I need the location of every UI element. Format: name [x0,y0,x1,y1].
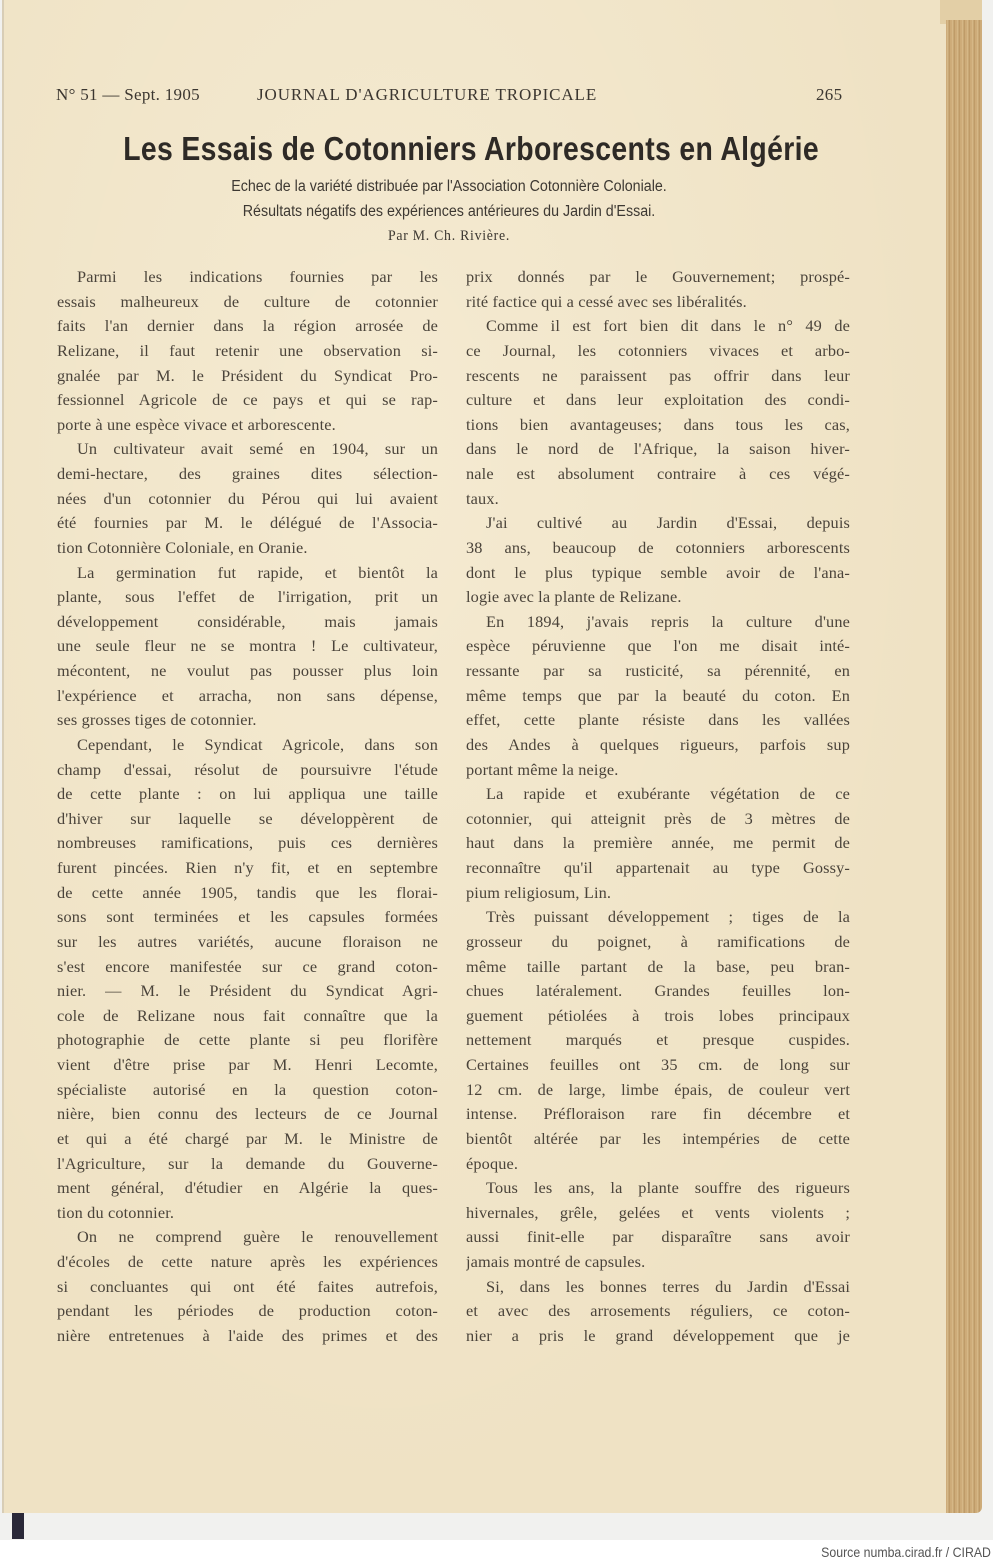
text-line: cotonnier, qui atteignit près de 3 mètres de [466,808,850,828]
page-number: 265 [816,85,843,104]
text-line: de cette plante : on lui appliqua une taille [57,784,438,804]
right-column [466,265,850,1349]
text-line: l'expérience et arracha, non sans dépense, [57,685,438,705]
text-line: ment général, d'étudier en Algérie la ques- [57,1178,438,1198]
text-line: l'Agriculture, sur la demande du Gouverne- [57,1153,438,1173]
source-credit: Source numba.cirad.fr / CIRAD [821,1544,991,1560]
text-line: tions bien avantageuses; dans tous les cas, [466,414,850,434]
text-line: et qui a été chargé par M. le Ministre de [57,1128,438,1148]
text-line: époque. [466,1153,519,1173]
text-line: tion du cotonnier. [57,1202,175,1222]
text-line: nées d'un cotonnier du Pérou qui lui avaient [57,488,438,508]
issue-number: N° 51 — Sept. 1905 [56,85,200,104]
text-line: sur les autres variétés, aucune floraison ne [57,931,438,951]
text-line: photographie de cette plante si peu florifère [57,1030,438,1050]
text-line: ses grosses tiges de cotonnier. [57,710,257,730]
text-line: gnalée par M. le Président du Syndicat Pro- [57,365,438,385]
text-line: même temps que par la beauté du coton. En [466,685,850,705]
text-line: d'écoles de cette nature après les expériences [57,1252,438,1271]
text-line: espèce péruvienne que l'on me disait inté- [466,636,850,656]
text-line: aussi finit-elle par disparaître sans avoir [466,1227,850,1247]
text-line: de cette année 1905, tandis que les florai- [57,882,438,902]
text-line: Parmi les indications fournies par les [77,267,438,286]
text-line: porte à une espèce vivace et arborescente. [57,414,336,434]
text-line: nier. — M. le Président du Syndicat Agri- [57,981,438,1001]
text-line: cole de Relizane nous fait connaître que la [57,1005,438,1025]
text-line: sons sont terminées et les capsules formées [57,907,438,927]
text-line: effet, cette plante résiste dans les vallées [466,710,850,730]
text-line: dont le plus typique semble avoir de l'ana- [466,562,850,582]
text-line: si concluantes qui ont été faites autrefois, [57,1276,438,1296]
text-line: Un cultivateur avait semé en 1904, sur un [77,439,438,459]
text-line: même taille partant de la base, peu bran- [466,956,850,976]
text-line: logie avec la plante de Relizane. [466,587,682,607]
text-line: Certaines feuilles ont 35 cm. de long sur [466,1055,850,1074]
text-line: s'est encore manifestée sur ce grand coton- [57,956,438,976]
text-line: ressante par sa rusticité, sa pérennité, en [466,661,850,680]
text-line: 12 cm. de large, limbe épais, de couleur vert [466,1079,850,1099]
text-line: fessionnel Agricole de ce pays et qui se rap- [57,390,438,410]
article-subtitle-2: Résultats négatifs des expériences antérieures du Jardin d'Essai. [242,203,656,220]
text-line: hivernales, grêle, gelées et vents violents ; [466,1202,850,1222]
text-line: jamais montré de capsules. [466,1252,646,1271]
text-line: furent pincées. Rien n'y fit, et en septembre [57,858,438,877]
text-line: ce Journal, les cotonniers vivaces et arbo- [466,340,850,360]
text-line: champ d'essai, résolut de poursuivre l'étude [57,759,438,779]
text-line: dans le nord de l'Afrique, la saison hiver- [466,439,850,459]
text-line: pium religiosum, Lin. [466,882,612,902]
text-line: été fournies par M. le délégué de l'Associa- [57,513,438,533]
text-line: Relizane, il faut retenir une observation si- [57,340,438,360]
text-line: En 1894, j'avais repris la culture d'une [486,611,850,631]
text-line: bientôt altérée par les intempéries de cette [466,1128,850,1148]
text-line: Cependant, le Syndicat Agricole, dans son [77,734,438,754]
text-line: nière entretenues à l'aide des primes et des [57,1325,438,1345]
article-title: Les Essais de Cotonniers Arborescents en Algérie [123,130,819,167]
text-line: guement pétiolées à trois lobes principaux [466,1005,850,1025]
text-line: On ne comprend guère le renouvellement [77,1227,438,1247]
text-line: pendant les périodes de production coton- [57,1301,438,1321]
text-line: portant même la neige. [466,759,619,779]
text-line: Comme il est fort bien dit dans le n° 49 de [486,316,850,336]
text-line: et avec des arrosements réguliers, ce coton- [466,1301,850,1321]
text-line: plante, sous l'effet de l'irrigation, prit un [57,587,438,607]
text-line: mécontent, ne voulut pas pousser plus loin [57,661,438,680]
text-line: 38 ans, beaucoup de cotonniers arborescents [466,537,850,557]
text-line: haut dans la première année, me permit de [466,833,850,853]
text-line: des Andes à quelques rigueurs, parfois sup [466,734,850,754]
text-line: rité factice qui a cessé avec ses libéralités. [466,291,747,311]
text-line: développement considérable, mais jamais [57,611,438,631]
text-line: chues latéralement. Grandes feuilles lon- [466,981,850,1001]
text-line: taux. [466,488,499,508]
text-line: tion Cotonnière Coloniale, en Oranie. [57,537,308,557]
text-line: Si, dans les bonnes terres du Jardin d'Essai [486,1276,850,1296]
text-line: La rapide et exubérante végétation de ce [486,784,850,804]
text-line: prix donnés par le Gouvernement; prospé- [466,267,850,286]
article-byline: Par M. Ch. Rivière. [387,228,511,244]
text-line: La germination fut rapide, et bientôt la [77,562,438,582]
left-column [57,265,438,1349]
journal-page [2,0,950,1513]
text-line: Tous les ans, la plante souffre des rigueurs [486,1178,850,1198]
journal-title: JOURNAL D'AGRICULTURE TROPICALE [257,85,598,104]
text-line: faits l'an dernier dans la région arrosée de [57,316,438,336]
text-line: essais malheureux de culture de cotonnier [57,291,438,311]
text-line: reconnaître qu'il appartenait au type Gossy- [466,858,850,877]
text-line: Très puissant développement ; tiges de la [486,907,850,927]
text-line: d'hiver sur laquelle se développèrent de [57,808,438,828]
text-line: nière, bien connu des lecteurs de ce Journal [57,1104,438,1124]
book-page-edges [946,20,982,1513]
text-line: nier a pris le grand développement que je [466,1325,850,1345]
text-line: vient d'être prise par M. Henri Lecomte, [57,1055,438,1074]
text-line: intense. Préfloraison rare fin décembre et [466,1104,850,1124]
binding-mark [12,1513,24,1539]
text-line: grosseur du poignet, à ramifications de [466,931,850,951]
article-subtitle-1: Echec de la variété distribuée par l'Association Cotonnière Coloniale. [231,178,667,195]
text-line: demi-hectare, des graines dites sélection- [57,464,438,483]
text-line: nale est absolument contraire à ces végé- [466,464,850,483]
text-line: J'ai cultivé au Jardin d'Essai, depuis [486,513,850,533]
text-line: rescents ne paraissent pas offrir dans leur [466,365,850,385]
text-line: culture et dans leur exploitation des condi- [466,390,850,410]
text-line: une seule fleur ne se montra ! Le cultivateur, [57,636,438,656]
text-line: spécialiste autorisé en la question coton- [57,1079,438,1099]
text-line: nettement marqués et presque cuspides. [466,1030,850,1050]
text-line: nombreuses ramifications, puis ces dernières [57,833,438,853]
